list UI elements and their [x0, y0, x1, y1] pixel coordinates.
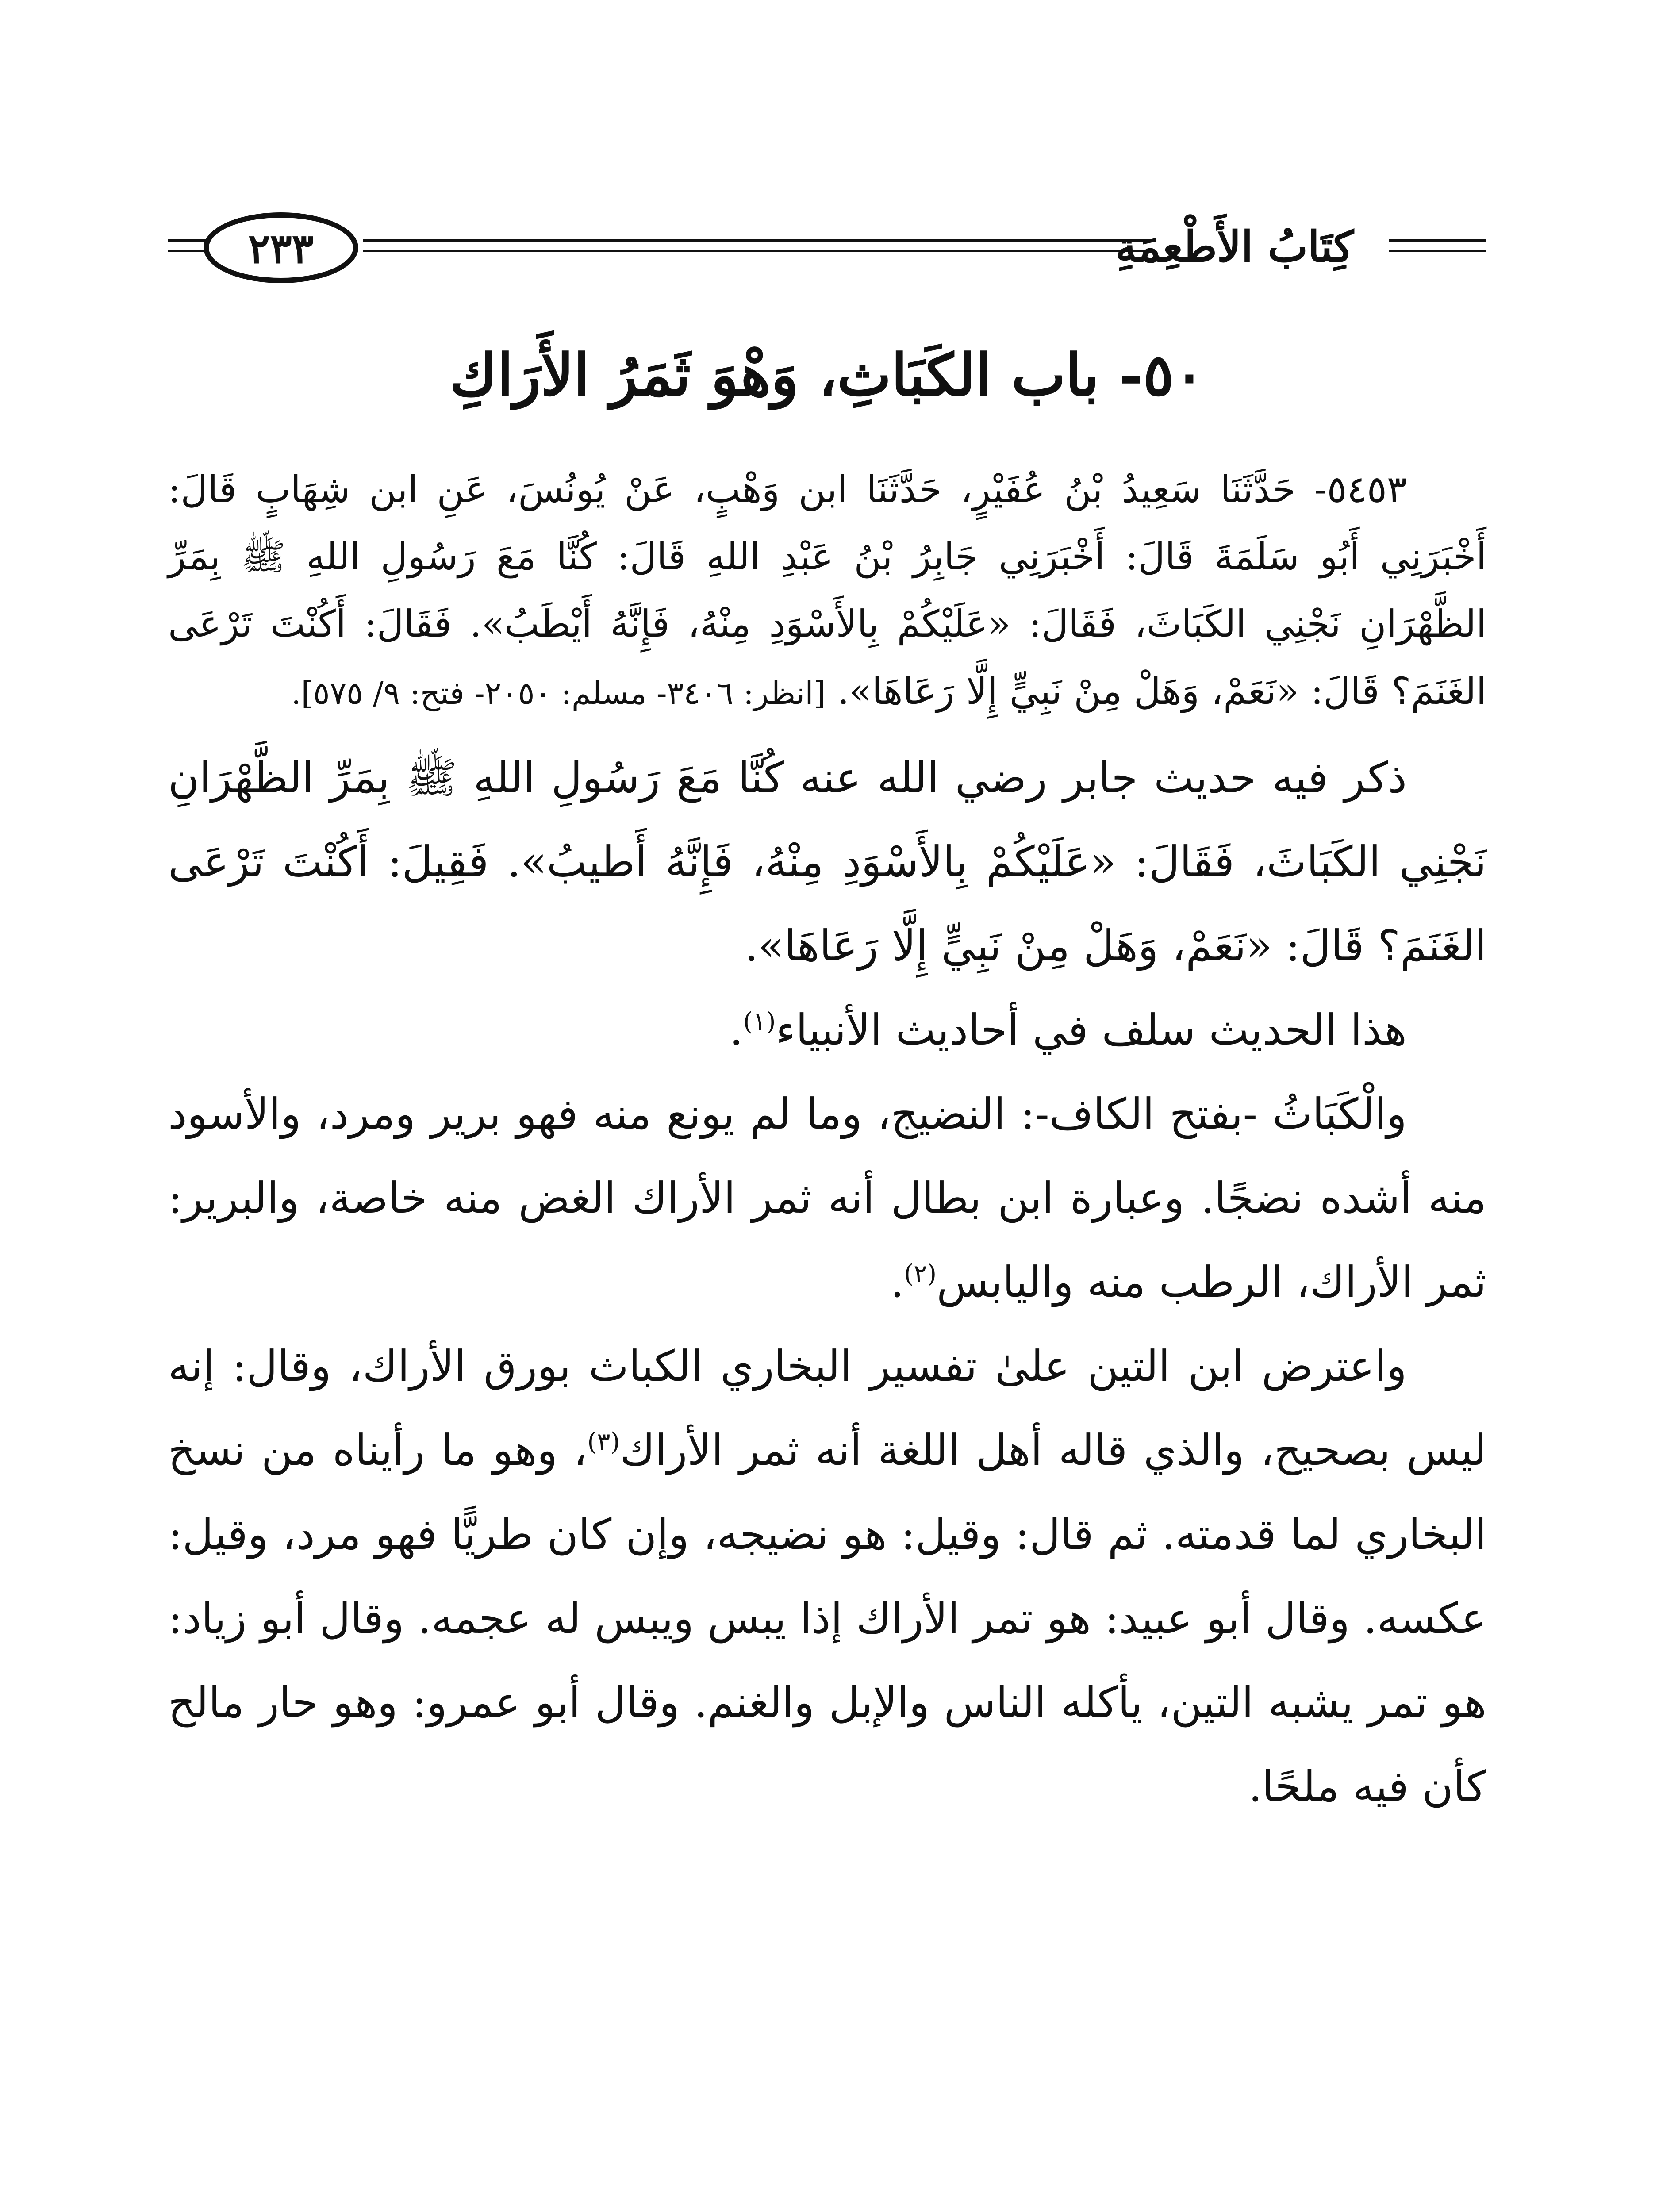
header-rule-left-bottom: [168, 250, 208, 252]
header-rule-middle-bottom: [363, 250, 1150, 252]
book-title: كِتَابُ الأَطْعِمَةِ: [1115, 222, 1354, 272]
paragraph-text: هذا الحديث سلف في أحاديث الأنبياء: [776, 1005, 1407, 1055]
paragraph-2: [168, 988, 1486, 1072]
paragraph-end: ، وهو ما رأيناه من نسخ البخاري لما قدمته. ثم قال: وقيل: هو نضيجه، وإن كان طريًّا فهو مرد، وقيل: عكسه. وقال أبو عبيد: هو تمر الأراك إذا يبس ويبس له عجمه. وقال أبو زياد: هو تمر يشبه التين، يأكله الناس والإبل والغنم. وقال أبو عمرو: وهو حار مالح كأن فيه ملحًا.: [168, 1425, 1487, 1811]
paragraph-end: .: [890, 1257, 904, 1307]
footnote-marker[interactable]: (٢): [904, 1260, 937, 1288]
chapter-title: ٥٠- باب الكَبَاثِ، وَهْوَ ثَمَرُ الأَرَاكِ: [449, 341, 1205, 409]
paragraph-1: [168, 736, 1486, 988]
paragraph-text: والْكَبَاثُ -بفتح الكاف-: النضيج، وما لم يونع منه فهو برير ومرد، والأسود منه أشده نضجًا. وعبارة ابن بطال أنه ثمر الأراك الغض منه خاصة، والبرير: ثمر الأراك، الرطب منه واليابس: [168, 1089, 1486, 1307]
header-rule-left-top: [168, 239, 208, 242]
paragraph-text: ذكر فيه حديث جابر رضي الله عنه كُنَّا مَعَ رَسُولِ اللهِ ﷺ بِمَرِّ الظَّهْرَانِ نَجْنِي الكَبَاثَ، فَقَالَ: «عَلَيْكُمْ بِالأَسْوَدِ مِنْهُ، فَإِنَّهُ أَطيبُ». فَقِيلَ: أَكُنْتَ تَرْعَى الغَنَمَ؟ قَالَ: «نَعَمْ، وَهَلْ مِنْ نَبِيٍّ إِلَّا رَعَاهَا».: [168, 753, 1486, 971]
page-header: [168, 208, 1486, 296]
footnote-marker[interactable]: (٣): [587, 1428, 620, 1456]
hadith-reference: [انظر: ٣٤٠٦- مسلم: ٢٠٥٠- فتح: ٩/ ٥٧٥].: [291, 675, 826, 711]
header-rule-right-top: [1389, 239, 1486, 242]
main-text: [168, 456, 1486, 1828]
paragraph-end: .: [730, 1005, 743, 1055]
header-rule-middle-top: [363, 239, 1150, 242]
footnote-marker[interactable]: (١): [743, 1007, 776, 1036]
hadith-block: [168, 456, 1486, 727]
page-number-badge: [204, 212, 363, 288]
hadith-text: ٥٤٥٣- حَدَّثَنَا سَعِيدُ بْنُ عُفَيْرٍ، حَدَّثَنَا ابن وَهْبٍ، عَنْ يُونُسَ، عَنِ ابن شِهَابٍ قَالَ: أَخْبَرَنِي أَبُو سَلَمَةَ قَالَ: أَخْبَرَنِي جَابِرُ بْنُ عَبْدِ اللهِ قَالَ: كُنَّا مَعَ رَسُولِ اللهِ ﷺ بِمَرِّ الظَّهْرَانِ نَجْنِي الكَبَاثَ، فَقَالَ: «عَلَيْكُمْ بِالأَسْوَدِ مِنْهُ، فَإِنَّهُ أَيْطَبُ». فَقَالَ: أَكُنْتَ تَرْعَى الغَنَمَ؟ قَالَ: «نَعَمْ، وَهَلْ مِنْ نَبِيٍّ إِلَّا رَعَاهَا».: [168, 468, 1486, 713]
page-number: ٢٣٣: [248, 225, 314, 273]
header-rule-right-bottom: [1389, 250, 1486, 252]
paragraph-text: واعترض ابن التين علىٰ تفسير البخاري الكباث بورق الأراك، وقال: إنه ليس بصحيح، والذي قاله أهل اللغة أنه ثمر الأراك: [168, 1341, 1487, 1475]
paragraph-4: [168, 1324, 1486, 1828]
paragraph-3: [168, 1072, 1486, 1324]
